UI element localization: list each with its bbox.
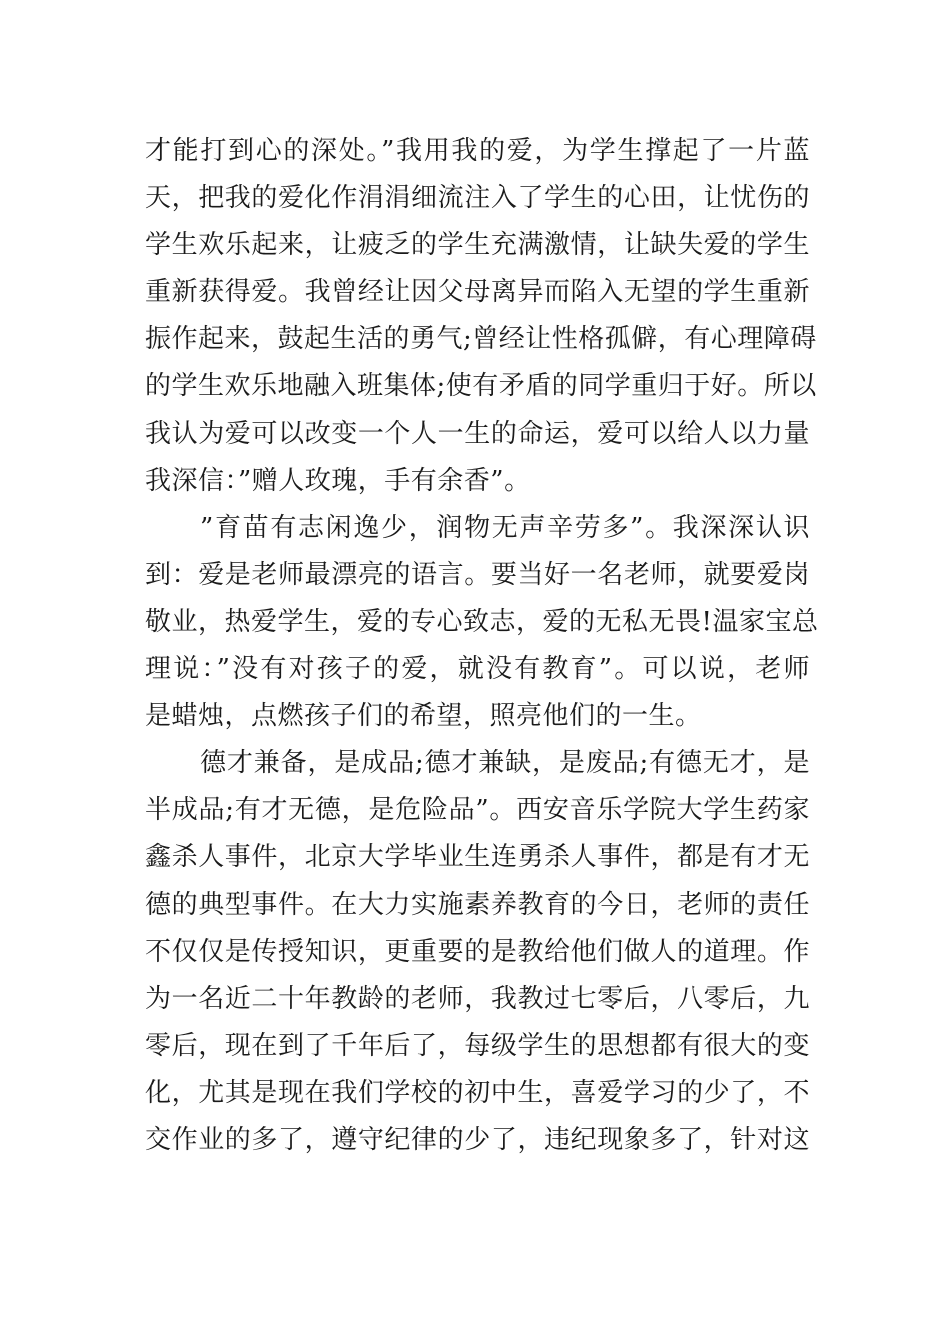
text-line: 化，尤其是现在我们学校的初中生，喜爱学习的少了，不: [145, 1077, 810, 1108]
text-line: 半成品;有才无德，是危险品”。西安音乐学院大学生药家: [145, 795, 810, 826]
text-line: 为一名近二十年教龄的老师，我教过七零后，八零后，九: [145, 983, 810, 1014]
text-line: 不仅仅是传授知识，更重要的是教给他们做人的道理。作: [145, 936, 810, 967]
text-line: ”育苗有志闲逸少，润物无声辛劳多”。我深深认识: [200, 512, 810, 543]
text-line: 我深信：”赠人玫瑰，手有余香”。: [145, 465, 531, 496]
text-line: 天，把我的爱化作涓涓细流注入了学生的心田，让忧伤的: [145, 183, 810, 214]
text-line: 交作业的多了，遵守纪律的少了，违纪现象多了，针对这: [145, 1124, 810, 1155]
text-line: 的学生欢乐地融入班集体;使有矛盾的同学重归于好。所以: [145, 371, 817, 402]
text-line: 学生欢乐起来，让疲乏的学生充满激情，让缺失爱的学生: [145, 230, 810, 261]
text-line: 德才兼备，是成品;德才兼缺，是废品;有德无才，是: [200, 748, 810, 779]
document-body-text: [145, 128, 819, 1164]
text-line: 振作起来，鼓起生活的勇气;曾经让性格孤僻，有心理障碍: [145, 324, 817, 355]
text-line: 我认为爱可以改变一个人一生的命运，爱可以给人以力量: [145, 418, 810, 449]
text-line: 重新获得爱。我曾经让因父母离异而陷入无望的学生重新: [145, 277, 810, 308]
text-line: 敬业，热爱学生，爱的专心致志，爱的无私无畏!温家宝总: [145, 606, 819, 637]
text-line: 德的典型事件。在大力实施素养教育的今日，老师的责任: [145, 889, 810, 920]
text-line: 零后，现在到了千年后了，每级学生的思想都有很大的变: [145, 1030, 810, 1061]
text-line: 是蜡烛，点燃孩子们的希望，照亮他们的一生。: [145, 701, 702, 732]
text-line: 鑫杀人事件，北京大学毕业生连勇杀人事件，都是有才无: [145, 842, 810, 873]
text-line: 到：爱是老师最漂亮的语言。要当好一名老师，就要爱岗: [145, 559, 810, 590]
text-line: 才能打到心的深处。”我用我的爱，为学生撑起了一片蓝: [145, 136, 810, 166]
text-line: 理说：”没有对孩子的爱，就没有教育”。可以说，老师: [145, 654, 810, 685]
